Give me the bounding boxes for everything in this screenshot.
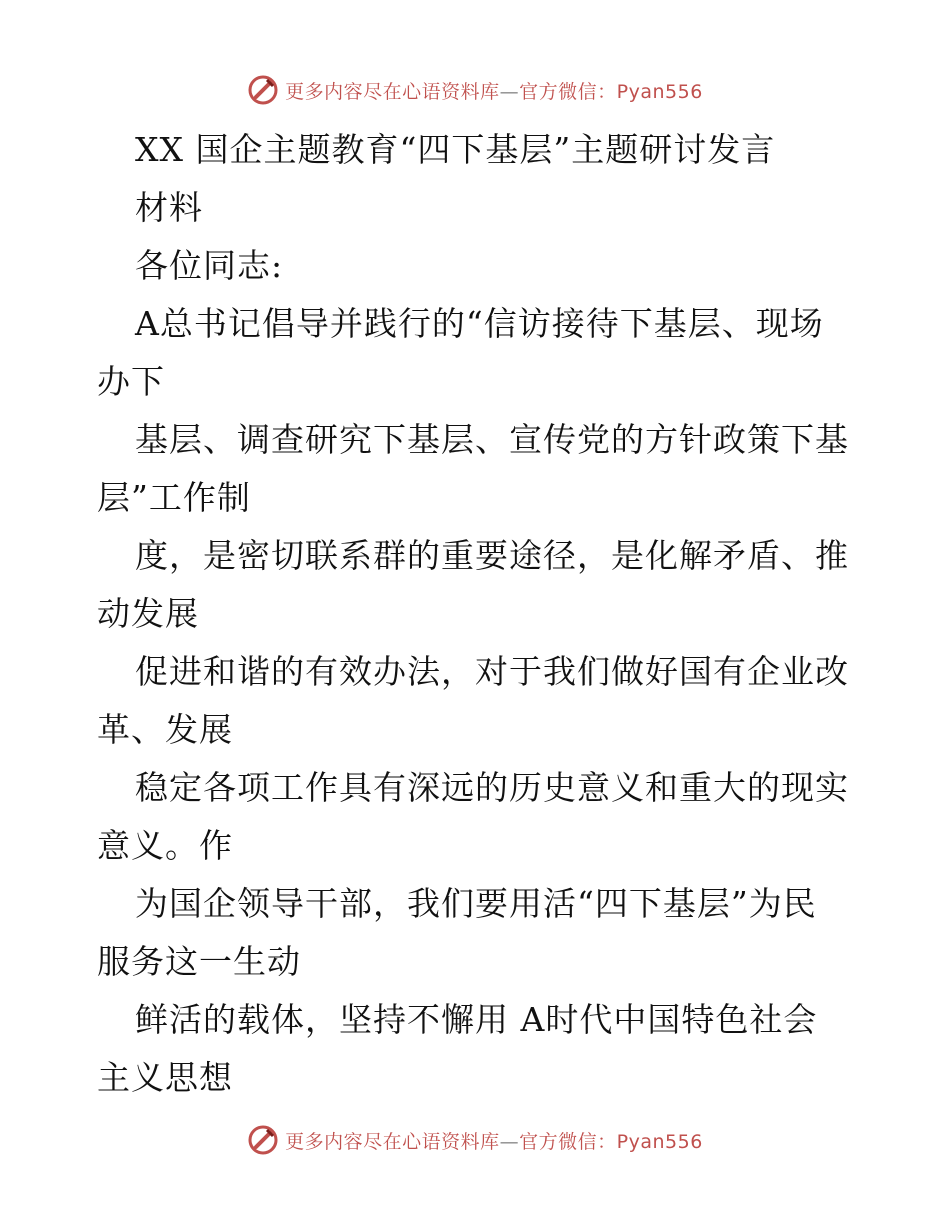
paragraph-line: 意义。作 (97, 826, 233, 865)
logo-icon (247, 1124, 279, 1156)
paragraph-line: 主义思想 (97, 1058, 233, 1097)
footer-banner-text (285, 1127, 703, 1154)
paragraph-line: 办下 (97, 362, 165, 401)
paragraph-line: 鲜活的载体，坚持不懈用 A时代中国特色社会 (135, 1000, 818, 1039)
paragraph-line: 服务这一生动 (97, 942, 301, 981)
footer-separator: — (499, 1130, 520, 1153)
paragraph-line: 层”工作制 (97, 478, 251, 517)
footer-brand-text: 更多内容尽在心语资料库 (285, 1130, 500, 1153)
paragraph-line: 基层、调查研究下基层、宣传党的方针政策下基 (135, 420, 849, 459)
header-wechat-text: 官方微信：Pyan556 (519, 80, 703, 103)
header-separator: — (499, 80, 520, 103)
document-title-line-1: XX 国企主题教育“四下基层”主题研讨发言 (135, 130, 776, 169)
document-title-line-2: 材料 (135, 188, 203, 227)
salutation-line: 各位同志: (135, 246, 284, 285)
paragraph-line: 为国企领导干部，我们要用活“四下基层”为民 (135, 884, 817, 923)
paragraph-line: A总书记倡导并践行的“信访接待下基层、现场 (135, 304, 824, 343)
header-brand-text: 更多内容尽在心语资料库 (285, 80, 500, 103)
paragraph-line: 动发展 (97, 594, 199, 633)
paragraph-line: 促进和谐的有效办法，对于我们做好国有企业改 (135, 652, 849, 691)
paragraph-line: 革、发展 (97, 710, 233, 749)
paragraph-line: 稳定各项工作具有深远的历史意义和重大的现实 (135, 768, 849, 807)
footer-wechat-text: 官方微信：Pyan556 (519, 1130, 703, 1153)
paragraph-line: 度，是密切联系群的重要途径，是化解矛盾、推 (135, 536, 849, 575)
footer-banner (0, 1120, 950, 1160)
